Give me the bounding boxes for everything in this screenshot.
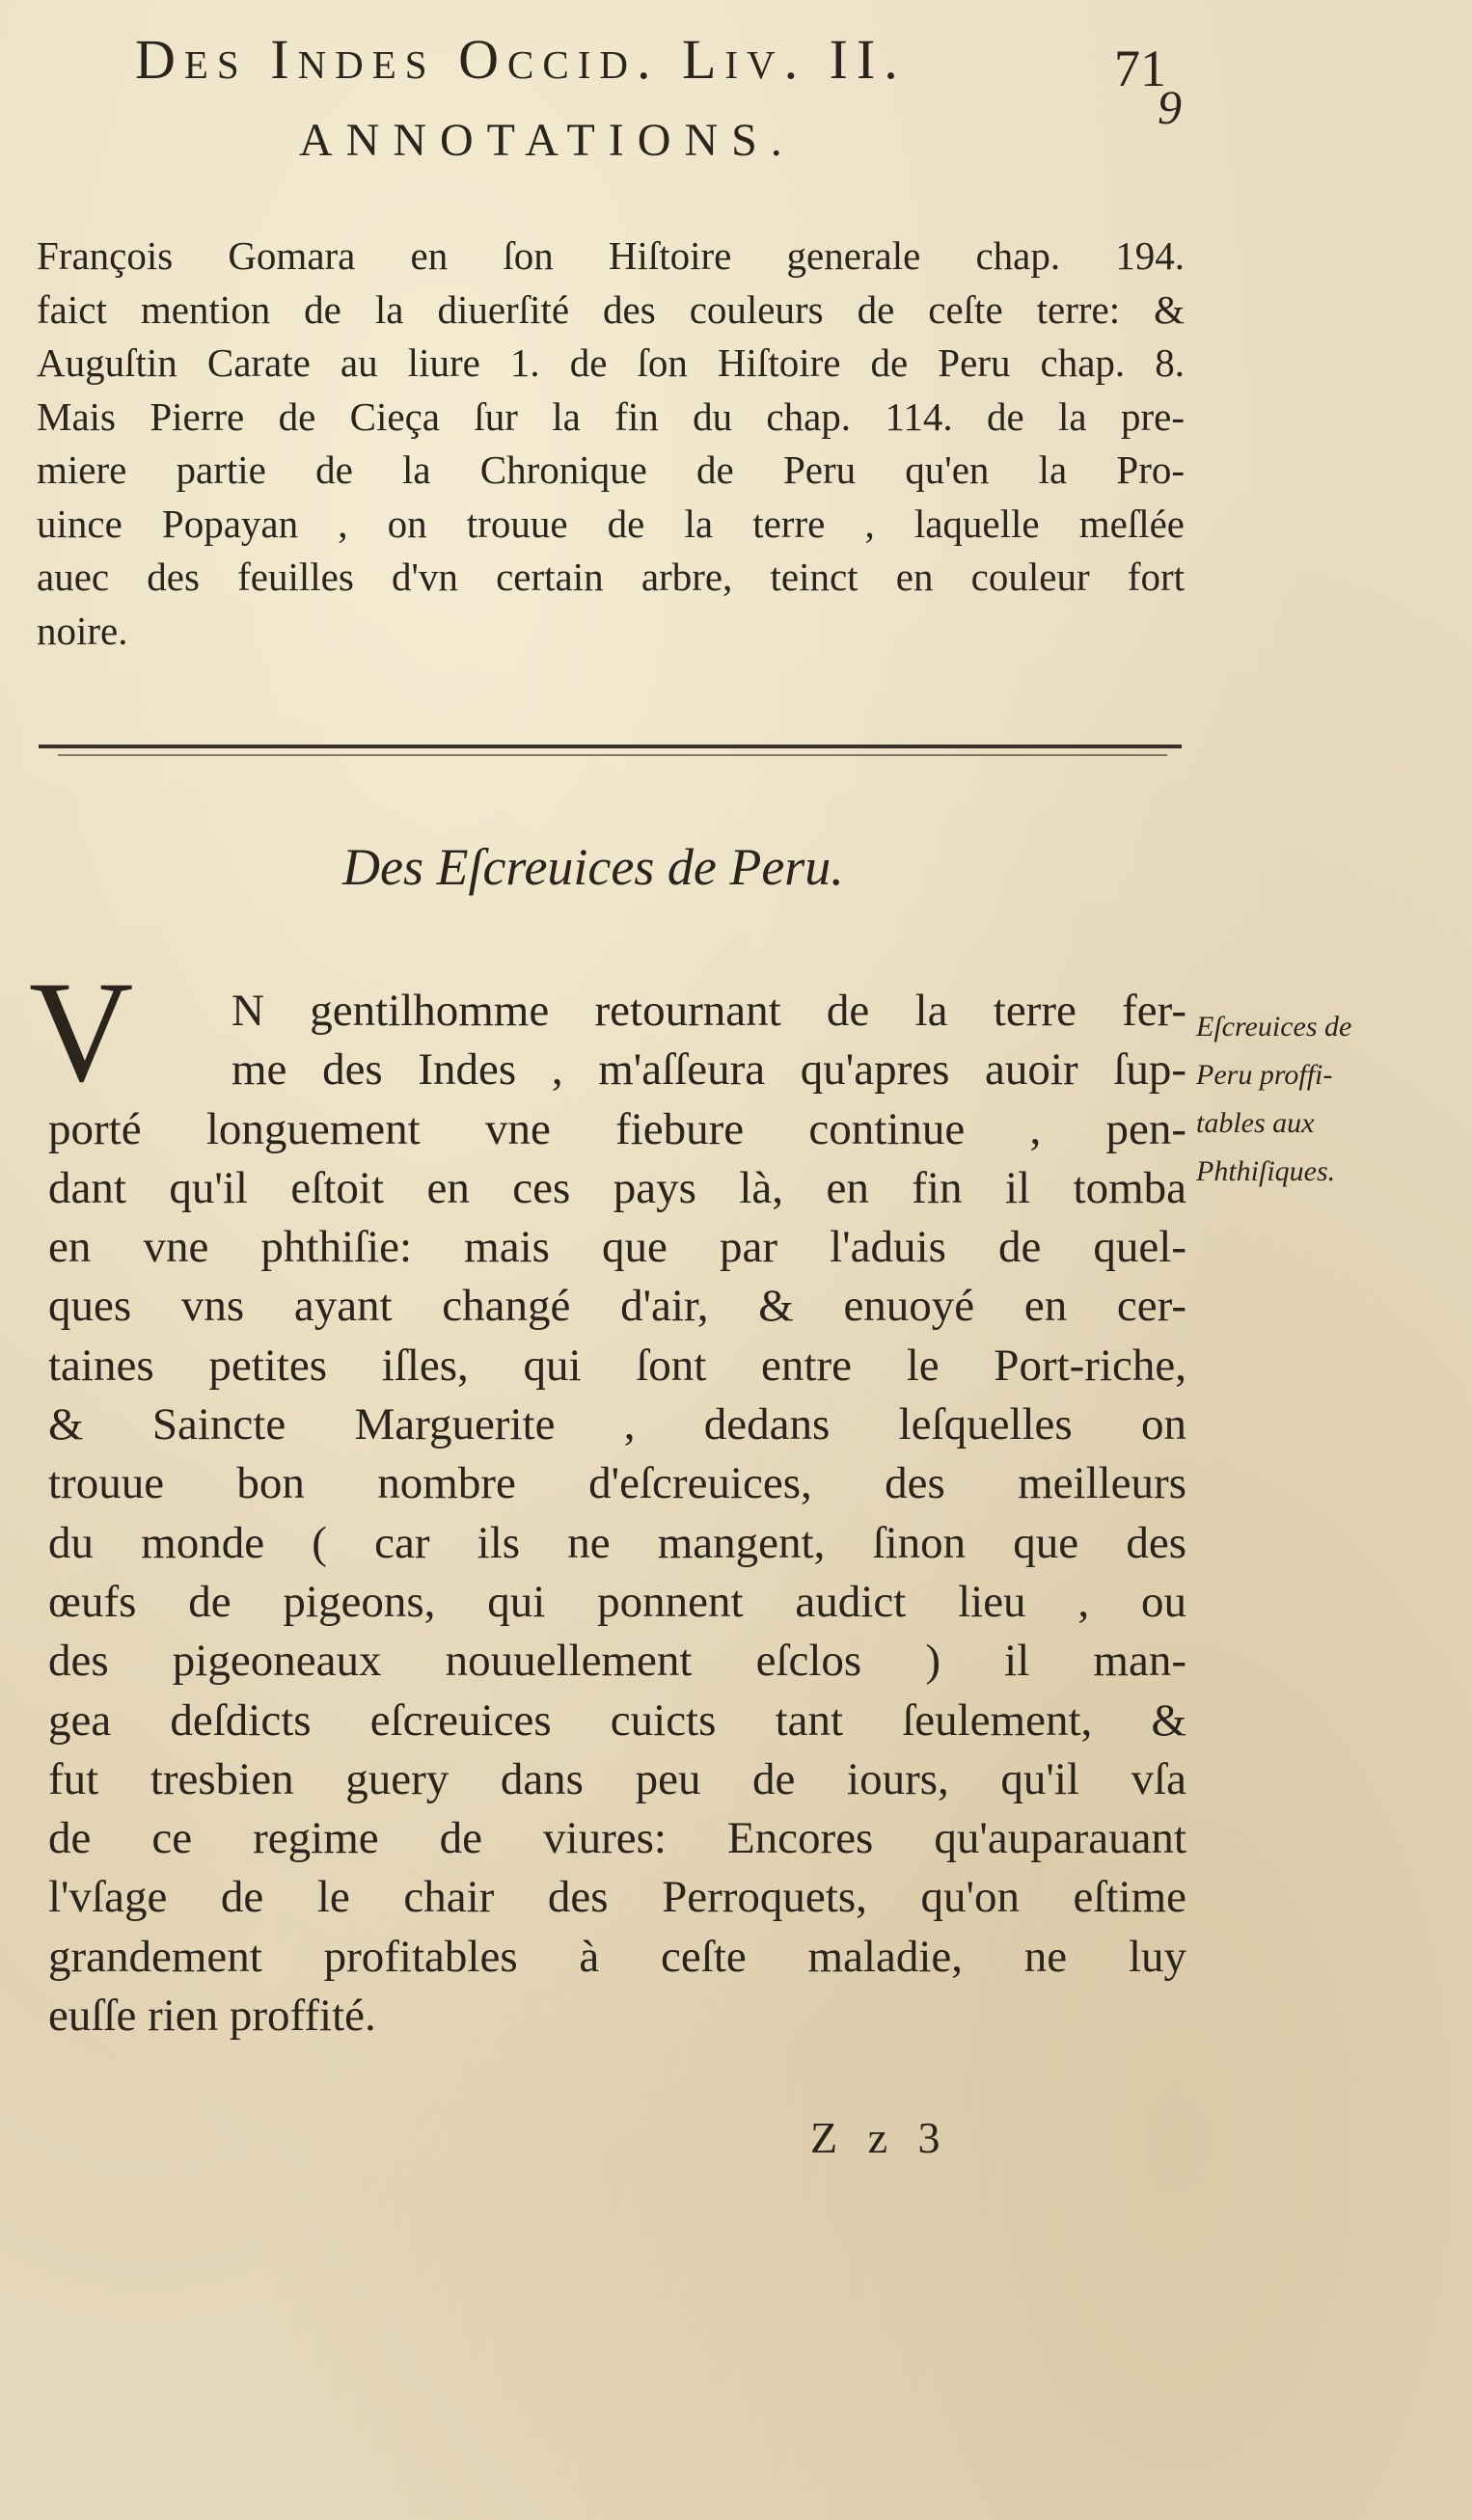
body-line: taines petites iſles, qui ſont entre le Port-riche, — [48, 1340, 1186, 1391]
body-line: trouue bon nombre d'eſcreuices, des meilleurs — [48, 1458, 1186, 1509]
section-heading: ANNOTATIONS. — [299, 115, 796, 166]
body-line: l'vſage de le chair des Perroquets, qu'on eſtime — [48, 1872, 1186, 1923]
section-divider-shadow — [58, 754, 1167, 756]
body-line: ques vns ayant changé d'air, & enuoyé en cer- — [48, 1281, 1186, 1332]
body-line: fut tresbien guery dans peu de iours, qu'il vſa — [48, 1753, 1186, 1804]
body-line: en vne phthiſie: mais que par l'aduis de quel- — [48, 1222, 1186, 1273]
annotation-line: auec des feuilles d'vn certain arbre, teinct en couleur fort — [37, 555, 1185, 599]
body-line: dant qu'il eſtoit en ces pays là, en fin il tomba — [48, 1162, 1186, 1213]
body-line: gea deſdicts eſcreuices cuicts tant ſeulement, & — [48, 1694, 1186, 1746]
body-line: euſſe rien proffité. — [48, 1991, 376, 2042]
section-divider — [39, 745, 1182, 748]
body-line: de ce regime de viures: Encores qu'auparauant — [48, 1813, 1186, 1864]
margin-note-line: tables aux — [1196, 1107, 1315, 1139]
annotation-line: Auguſtin Carate au liure 1. de ſon Hiſtoire de Peru chap. 8. — [37, 340, 1185, 385]
page-number: 71 — [1114, 40, 1166, 97]
body-line: des pigeoneaux nouuellement eſclos ) il man- — [48, 1636, 1186, 1687]
annotation-line: faict mention de la diuerſité des couleurs de ceſte terre: & — [37, 286, 1185, 332]
annotation-line: uince Popayan , on trouue de la terre , laquelle meſlée — [37, 501, 1185, 546]
annotation-line: François Gomara en ſon Hiſtoire generale chap. 194. — [37, 233, 1185, 278]
body-line: me des Indes , m'aſſeura qu'apres auoir ſup- — [232, 1044, 1186, 1096]
margin-note-line: Peru proffi- — [1196, 1059, 1333, 1091]
running-title: Des Indes Occid. Liv. II. — [135, 28, 907, 91]
annotation-paragraph — [37, 230, 1185, 658]
drop-cap: V — [29, 952, 134, 1112]
margin-note-line: Eſcreuices de — [1196, 1011, 1352, 1043]
annotation-line: miere partie de la Chronique de Peru qu'en la Pro- — [37, 447, 1185, 492]
body-line: œufs de pigeons, qui ponnent audict lieu , ou — [48, 1576, 1186, 1627]
body-line: du monde ( car ils ne mangent, ſinon que des — [48, 1517, 1186, 1568]
annotation-line: noire. — [37, 608, 128, 653]
chapter-title: Des Eſcreuices de Peru. — [342, 838, 844, 896]
body-line: grandement profitables à ceſte maladie, ne luy — [48, 1931, 1186, 1982]
annotation-line: Mais Pierre de Cieça ſur la fin du chap. 114. de la pre- — [37, 393, 1185, 439]
chapter-body — [48, 982, 1186, 2046]
body-line: porté longuement vne fiebure continue , pen- — [48, 1103, 1186, 1154]
body-line: & Saincte Marguerite , dedans leſquelles on — [48, 1399, 1186, 1450]
body-line: N gentilhomme retournant de la terre fer- — [232, 986, 1186, 1036]
margin-note — [1196, 1003, 1447, 1196]
signature-mark: Z z 3 — [810, 2113, 950, 2162]
page-number-correction: 9 — [1158, 80, 1182, 134]
margin-note-line: Phthiſiques. — [1196, 1155, 1336, 1187]
